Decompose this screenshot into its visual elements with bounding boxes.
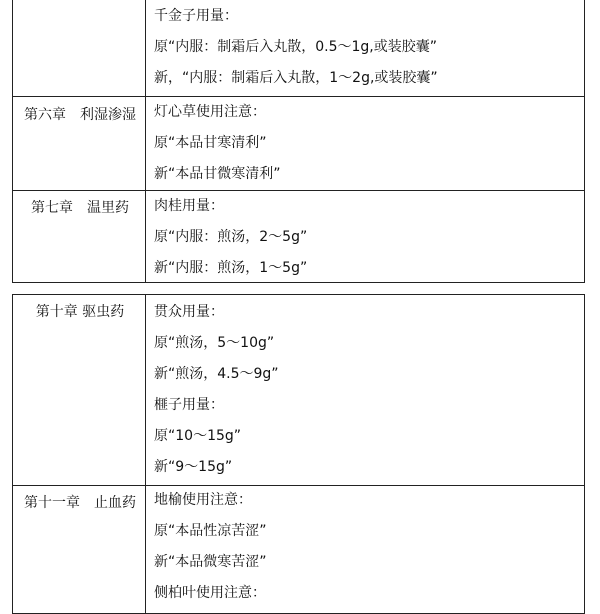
entry-line: 原“内服：煎汤，2～5g” (154, 229, 308, 245)
chapter-label: 第七章 温里药 (31, 200, 129, 216)
drug-change-table-2 (12, 294, 585, 614)
entry-line: 侧柏叶使用注意： (154, 585, 266, 601)
row-divider (13, 485, 584, 486)
entry-line: 新“本品微寒苦涩” (154, 554, 267, 570)
entry-line: 肉桂用量： (154, 198, 224, 214)
entry-line: 榧子用量： (154, 397, 224, 413)
row-divider (13, 96, 584, 97)
entry-line: 贯众用量： (154, 304, 224, 320)
entry-line: 灯心草使用注意： (154, 104, 266, 120)
entry-line: 新“内服：煎汤，1～5g” (154, 260, 308, 276)
entry-line: 原“本品甘寒清利” (154, 135, 267, 151)
entry-line: 地榆使用注意： (154, 492, 252, 508)
entry-line: 新“煎汤，4.5～9g” (154, 366, 279, 382)
entry-line: 原“本品性凉苦涩” (154, 523, 267, 539)
entry-line: 千金子用量： (154, 8, 238, 24)
entry-line: 原“内服：制霜后入丸散，0.5～1g,或装胶囊” (154, 39, 438, 55)
entry-line: 原“10～15g” (154, 428, 242, 444)
row-divider (13, 190, 584, 191)
drug-change-table-1 (12, 0, 585, 283)
entry-line: 新“9～15g” (154, 459, 233, 475)
chapter-label: 第十一章 止血药 (24, 495, 136, 511)
entry-line: 新“本品甘微寒清利” (154, 166, 281, 182)
chapter-label: 第六章 利湿渗湿 (24, 107, 136, 123)
column-divider (145, 0, 146, 282)
column-divider (145, 295, 146, 613)
entry-line: 新，“内服：制霜后入丸散，1～2g,或装胶囊” (154, 70, 438, 86)
chapter-label: 第十章 驱虫药 (35, 304, 125, 320)
entry-line: 原“煎汤，5～10g” (154, 335, 275, 351)
